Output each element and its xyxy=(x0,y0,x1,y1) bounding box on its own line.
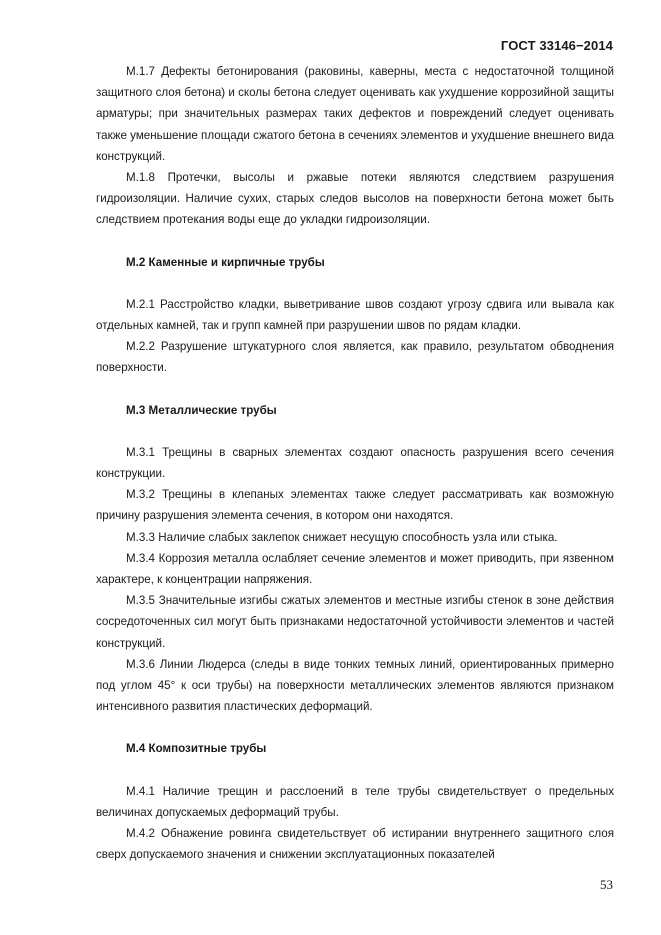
paragraph-m-1-7: М.1.7 Дефекты бетонирования (раковины, каверны, места с недостаточной толщиной защитного слоя бетона) и сколы бетона следует оценивать как ухудшение коррозийной защиты арматуры; при значительных размерах таких дефектов и повреждений следует оценивать также уменьшение площади сжатого бетона в сечениях элементов и ухудшение внешнего вида конструкций. xyxy=(96,65,614,163)
page-number: 53 xyxy=(600,877,613,892)
page-body xyxy=(96,61,614,866)
paragraph-m-3-2: М.3.2 Трещины в клепаных элементах также следует рассматривать как возможную причину разрушения элемента сечения, в котором они находятся. xyxy=(96,488,614,523)
section-m4 xyxy=(96,738,614,865)
section-heading-m3: М.3 Металлические трубы xyxy=(126,403,277,417)
paragraph-m-3-1: М.3.1 Трещины в сварных элементах создают опасность разрушения всего сечения конструкции. xyxy=(96,445,614,481)
paragraph-m-2-1: М.2.1 Расстройство кладки, выветривание швов создают угрозу сдвига или вывала как отдельных камней, так и групп камней при разрушении швов по рядам кладки. xyxy=(96,297,614,333)
paragraph-m-4-1: М.4.1 Наличие трещин и расслоений в теле трубы свидетельствует о предельных величинах допускаемых деформаций трубы. xyxy=(96,784,614,819)
section-heading-m2: М.2 Каменные и кирпичные трубы xyxy=(126,255,325,269)
paragraph-m-2-2: М.2.2 Разрушение штукатурного слоя является, как правило, результатом обводнения поверхности. xyxy=(96,340,614,375)
paragraph-m-1-8: М.1.8 Протечки, высолы и ржавые потеки являются следствием разрушения гидроизоляции. Наличие сухих, старых следов высолов на поверхности бетона может быть следствием протекания воды еще до укладки гидроизоляции. xyxy=(96,171,614,227)
section-m2 xyxy=(96,252,614,379)
paragraph-m-3-5: М.3.5 Значительные изгибы сжатых элементов и местные изгибы стенок в зоне действия сосредоточенных сил могут быть признаками недостаточной устойчивости элементов и частей конструкций. xyxy=(96,594,614,650)
paragraph-m-3-3: М.3.3 Наличие слабых заклепок снижает несущую способность узла или стыка. xyxy=(126,530,558,544)
section-heading-m4: М.4 Композитные трубы xyxy=(126,742,267,756)
document-code: ГОСТ 33146−2014 xyxy=(500,38,613,53)
paragraph-m-3-4: М.3.4 Коррозия металла ослабляет сечение элементов и может приводить, при язвенном характере, к концентрации напряжения. xyxy=(96,551,614,587)
section-m3 xyxy=(96,400,614,718)
paragraph-m-4-2: М.4.2 Обнажение ровинга свидетельствует об истирании внутреннего защитного слоя сверх допускаемого значения и снижении эксплуатационных показателей xyxy=(96,827,614,862)
section-m1-continued xyxy=(96,61,614,231)
paragraph-m-3-6: М.3.6 Линии Людерса (следы в виде тонких темных линий, ориентированных примерно под углом 45° к оси трубы) на поверхности металлических элементов являются признаком интенсивного развития пластических деформаций. xyxy=(96,657,614,714)
